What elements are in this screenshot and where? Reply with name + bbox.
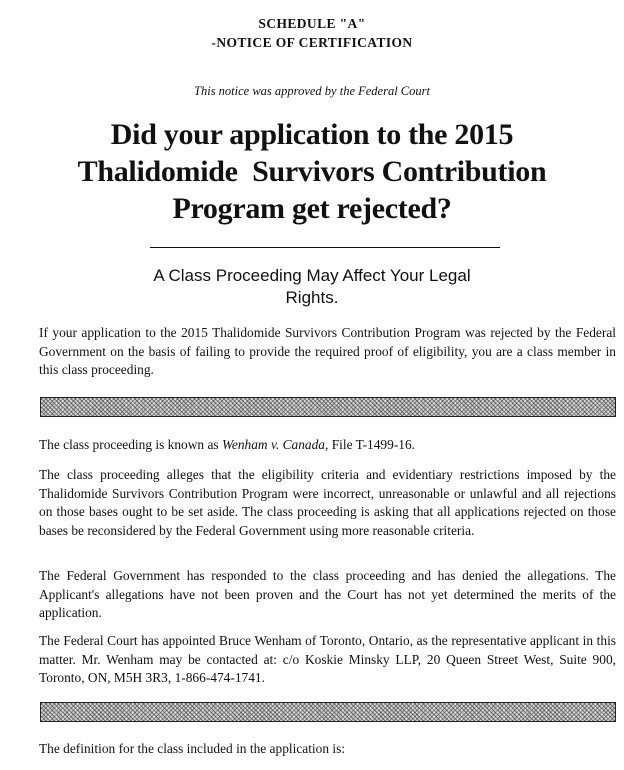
headline-line-3: Program get rejected? — [172, 192, 452, 225]
intro-paragraph: If your application to the 2015 Thalidomide Survivors Contribution Program was rejected by the Federal Government on the basis of failing to provide the required proof of eligibility, you are a class member in this class proceeding. — [39, 325, 616, 378]
case-known-as-paragraph — [39, 436, 616, 455]
hatched-divider-2 — [40, 702, 616, 722]
class-definition-intro: The definition for the class included in the application is: — [39, 741, 346, 756]
subheadline — [100, 265, 524, 309]
allegations-paragraph: The class proceeding alleges that the eligibility criteria and evidentiary restrictions imposed by the Thalidomide Survivors Contribution Program were incorrect, unreasonable or unlawful and all rejections on those bases ought to be set aside. The class proceeding is asking that all applications rejected on those bases be reconsidered by the Federal Government using more reasonable criteria. — [39, 467, 616, 538]
headline-line-2: Thalidomide Survivors Contribution — [77, 155, 547, 188]
schedule-title: SCHEDULE "A" — [258, 16, 366, 31]
headline-line-1: Did your application to the 2015 — [110, 118, 514, 151]
government-response-paragraph: The Federal Government has responded to the class proceeding and has denied the allegations. The Applicant's allegations have not been proven and the Court has not yet determined the merits of the application. — [39, 568, 616, 621]
court-approval-note: This notice was approved by the Federal Court — [194, 84, 430, 98]
notice-title: -NOTICE OF CERTIFICATION — [211, 35, 413, 50]
case-file-number: , File T-1499-16. — [325, 437, 416, 452]
page-headline — [20, 116, 604, 227]
case-name: Wenham v. Canada — [221, 437, 325, 452]
hatched-divider-1 — [40, 397, 616, 417]
headline-divider — [150, 247, 500, 248]
subheadline-line-1: A Class Proceeding May Affect Your Legal — [153, 266, 471, 285]
schedule-header — [0, 14, 624, 52]
subheadline-line-2: Rights. — [285, 288, 339, 307]
representative-paragraph: The Federal Court has appointed Bruce Wenham of Toronto, Ontario, as the representative applicant in this matter. Mr. Wenham may be contacted at: c/o Koskie Minsky LLP, 20 Queen Street West, Suite 900, Toronto, ON, M5H 3R3, 1-866-474-1741. — [39, 633, 616, 686]
case-known-as-prefix: The class proceeding is known as — [39, 437, 222, 452]
